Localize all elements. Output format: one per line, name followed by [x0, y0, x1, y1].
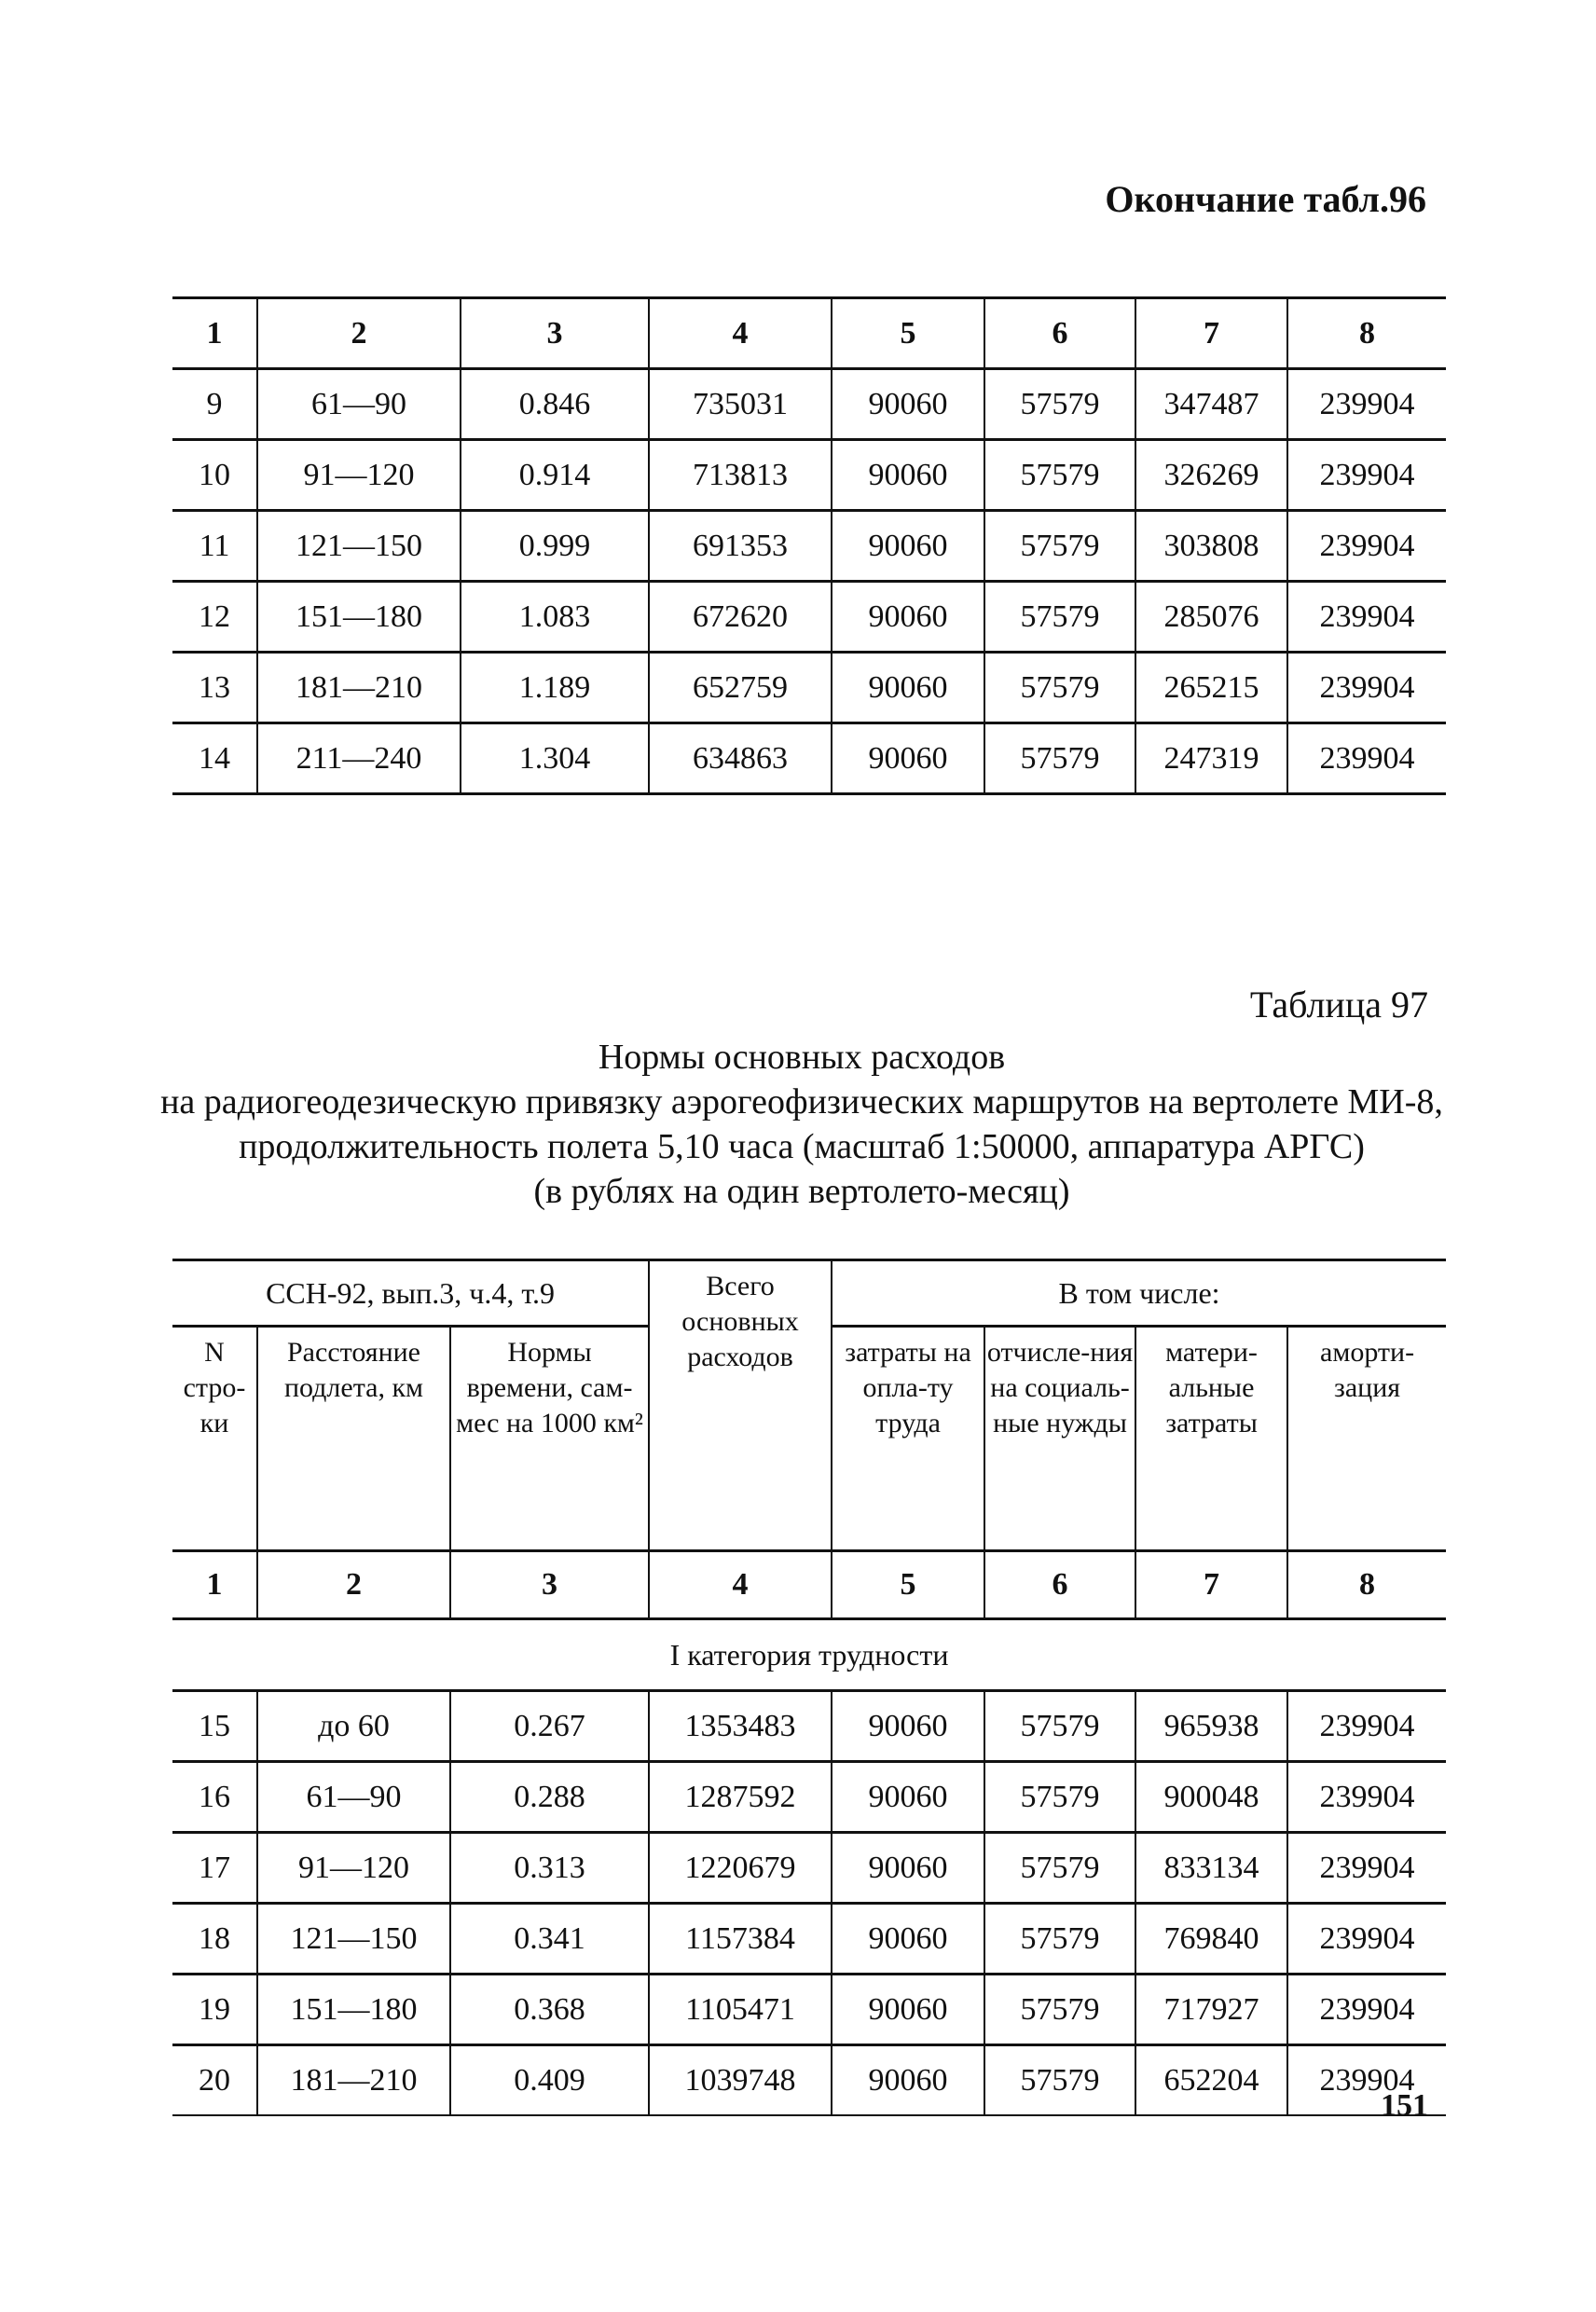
table-cell: 1220679 — [649, 1833, 832, 1904]
col-number: 8 — [1287, 298, 1446, 369]
table-cell: 18 — [172, 1904, 257, 1975]
table-cell: 1039748 — [649, 2045, 832, 2116]
table-cell: 1.189 — [461, 653, 649, 723]
table-cell: 57579 — [984, 1691, 1135, 1762]
table-cell: 285076 — [1135, 582, 1287, 653]
table-row — [172, 723, 1446, 794]
table-cell: 239904 — [1287, 440, 1446, 511]
table-cell: 90060 — [832, 440, 984, 511]
table-row — [172, 2045, 1446, 2116]
table-97-number-row — [172, 1551, 1446, 1619]
col-number: 1 — [172, 298, 257, 369]
table-cell: 90060 — [832, 723, 984, 794]
col-number: 2 — [257, 1551, 450, 1619]
table-cell: 57579 — [984, 440, 1135, 511]
table-cell: 347487 — [1135, 369, 1287, 440]
table-cell: 14 — [172, 723, 257, 794]
table-cell: 1353483 — [649, 1691, 832, 1762]
table-cell: 239904 — [1287, 369, 1446, 440]
table-cell: 9 — [172, 369, 257, 440]
table-cell: 1.083 — [461, 582, 649, 653]
table-cell: 239904 — [1287, 511, 1446, 582]
table-cell: 672620 — [649, 582, 832, 653]
table-cell: 181—210 — [257, 2045, 450, 2116]
header-time-norms: Нормы времени, сам-мес на 1000 км² — [450, 1327, 649, 1551]
header-material-costs: матери-альные затраты — [1135, 1327, 1287, 1551]
table-cell: 16 — [172, 1762, 257, 1833]
heading-line: на радиогеодезическую привязку аэрогеофизических маршрутов на вертолете МИ-8, — [160, 1082, 1443, 1122]
table-cell: 0.368 — [450, 1975, 649, 2045]
table-cell: 90060 — [832, 1975, 984, 2045]
table-cell: 239904 — [1287, 1833, 1446, 1904]
header-total-expenses: Всего основных расходов — [649, 1260, 832, 1551]
table-cell: 769840 — [1135, 1904, 1287, 1975]
table-cell: 0.288 — [450, 1762, 649, 1833]
category-label: I категория трудности — [172, 1619, 1446, 1691]
table-cell: 90060 — [832, 1762, 984, 1833]
table-row — [172, 582, 1446, 653]
table-97-heading — [140, 1035, 1464, 1214]
table-cell: 15 — [172, 1691, 257, 1762]
table-cell: 57579 — [984, 653, 1135, 723]
col-number: 3 — [461, 298, 649, 369]
table-cell: 90060 — [832, 511, 984, 582]
table-cell: 10 — [172, 440, 257, 511]
table-cell: 61—90 — [257, 369, 461, 440]
table-cell: 90060 — [832, 1691, 984, 1762]
heading-line: Нормы основных расходов — [598, 1038, 1006, 1077]
table-row — [172, 1904, 1446, 1975]
col-number: 5 — [832, 298, 984, 369]
table-cell: 57579 — [984, 1904, 1135, 1975]
table-cell: 90060 — [832, 369, 984, 440]
table-96-header-row — [172, 298, 1446, 369]
table-cell: 57579 — [984, 1833, 1135, 1904]
table-cell: 57579 — [984, 1975, 1135, 2045]
table-row — [172, 511, 1446, 582]
table-cell: 151—180 — [257, 1975, 450, 2045]
table-cell: 151—180 — [257, 582, 461, 653]
table-cell: 90060 — [832, 1904, 984, 1975]
table-cell: 57579 — [984, 511, 1135, 582]
table-cell: 239904 — [1287, 582, 1446, 653]
header-row-number: N стро-ки — [172, 1327, 257, 1551]
table-cell: 17 — [172, 1833, 257, 1904]
table-cell: 247319 — [1135, 723, 1287, 794]
table-cell: 691353 — [649, 511, 832, 582]
col-number: 7 — [1135, 1551, 1287, 1619]
table-cell: 239904 — [1287, 1904, 1446, 1975]
table-cell: 239904 — [1287, 2045, 1446, 2116]
col-number: 4 — [649, 298, 832, 369]
table-cell: 239904 — [1287, 723, 1446, 794]
table-cell: 91—120 — [257, 1833, 450, 1904]
table-cell: 1105471 — [649, 1975, 832, 2045]
table-cell: 0.341 — [450, 1904, 649, 1975]
table-cell: 90060 — [832, 2045, 984, 2116]
table-cell: 1.304 — [461, 723, 649, 794]
col-number: 6 — [984, 1551, 1135, 1619]
table-cell: 900048 — [1135, 1762, 1287, 1833]
group-header-including: В том числе: — [832, 1260, 1446, 1327]
table-97-label: Таблица 97 — [1249, 984, 1428, 1025]
heading-line: продолжительность полета 5,10 часа (масштаб 1:50000, аппаратура АРГС) — [239, 1127, 1365, 1166]
heading-line: (в рублях на один вертолето-месяц) — [533, 1172, 1070, 1211]
table-cell: 181—210 — [257, 653, 461, 723]
table-cell: до 60 — [257, 1691, 450, 1762]
table-cell: 239904 — [1287, 1691, 1446, 1762]
table-cell: 326269 — [1135, 440, 1287, 511]
table-cell: 57579 — [984, 1762, 1135, 1833]
header-social-contributions: отчисле-ния на социаль-ные нужды — [984, 1327, 1135, 1551]
table-row — [172, 440, 1446, 511]
table-cell: 965938 — [1135, 1691, 1287, 1762]
table-cell: 0.267 — [450, 1691, 649, 1762]
table-cell: 1287592 — [649, 1762, 832, 1833]
table-cell: 239904 — [1287, 1975, 1446, 2045]
table-cell: 652759 — [649, 653, 832, 723]
header-distance: Расстояние подлета, км — [257, 1327, 450, 1551]
table-row — [172, 1691, 1446, 1762]
table-cell: 91—120 — [257, 440, 461, 511]
table-cell: 0.999 — [461, 511, 649, 582]
table-cell: 833134 — [1135, 1833, 1287, 1904]
table-96 — [172, 296, 1446, 795]
table-cell: 0.409 — [450, 2045, 649, 2116]
table-cell: 13 — [172, 653, 257, 723]
table-97 — [172, 1259, 1446, 2116]
table-cell: 239904 — [1287, 653, 1446, 723]
col-number: 8 — [1287, 1551, 1446, 1619]
table-row — [172, 1762, 1446, 1833]
category-row — [172, 1619, 1446, 1691]
page-number: 151 — [1381, 2088, 1428, 2123]
header-depreciation: аморти-зация — [1287, 1327, 1446, 1551]
table-cell: 11 — [172, 511, 257, 582]
table-cell: 265215 — [1135, 653, 1287, 723]
col-number: 2 — [257, 298, 461, 369]
table-row — [172, 1975, 1446, 2045]
table-cell: 717927 — [1135, 1975, 1287, 2045]
table-row — [172, 369, 1446, 440]
table-cell: 121—150 — [257, 511, 461, 582]
table-cell: 20 — [172, 2045, 257, 2116]
table-cell: 57579 — [984, 369, 1135, 440]
table-cell: 57579 — [984, 723, 1135, 794]
table-cell: 61—90 — [257, 1762, 450, 1833]
table-cell: 57579 — [984, 2045, 1135, 2116]
col-number: 3 — [450, 1551, 649, 1619]
continuation-title: Окончание табл.96 — [1105, 178, 1426, 220]
table-cell: 57579 — [984, 582, 1135, 653]
table-row — [172, 653, 1446, 723]
col-number: 4 — [649, 1551, 832, 1619]
table-cell: 652204 — [1135, 2045, 1287, 2116]
table-cell: 1157384 — [649, 1904, 832, 1975]
table-cell: 634863 — [649, 723, 832, 794]
table-cell: 0.313 — [450, 1833, 649, 1904]
table-cell: 0.914 — [461, 440, 649, 511]
table-cell: 12 — [172, 582, 257, 653]
table-row — [172, 1833, 1446, 1904]
table-cell: 713813 — [649, 440, 832, 511]
col-number: 5 — [832, 1551, 984, 1619]
table-cell: 303808 — [1135, 511, 1287, 582]
table-cell: 90060 — [832, 653, 984, 723]
table-cell: 211—240 — [257, 723, 461, 794]
col-number: 6 — [984, 298, 1135, 369]
table-cell: 735031 — [649, 369, 832, 440]
col-number: 1 — [172, 1551, 257, 1619]
table-cell: 90060 — [832, 582, 984, 653]
table-cell: 90060 — [832, 1833, 984, 1904]
table-97-group-header-row — [172, 1260, 1446, 1327]
group-header-ssn: ССН-92, вып.3, ч.4, т.9 — [172, 1260, 649, 1327]
table-cell: 0.846 — [461, 369, 649, 440]
table-cell: 19 — [172, 1975, 257, 2045]
col-number: 7 — [1135, 298, 1287, 369]
table-cell: 121—150 — [257, 1904, 450, 1975]
table-cell: 239904 — [1287, 1762, 1446, 1833]
header-labor-costs: затраты на опла-ту труда — [832, 1327, 984, 1551]
